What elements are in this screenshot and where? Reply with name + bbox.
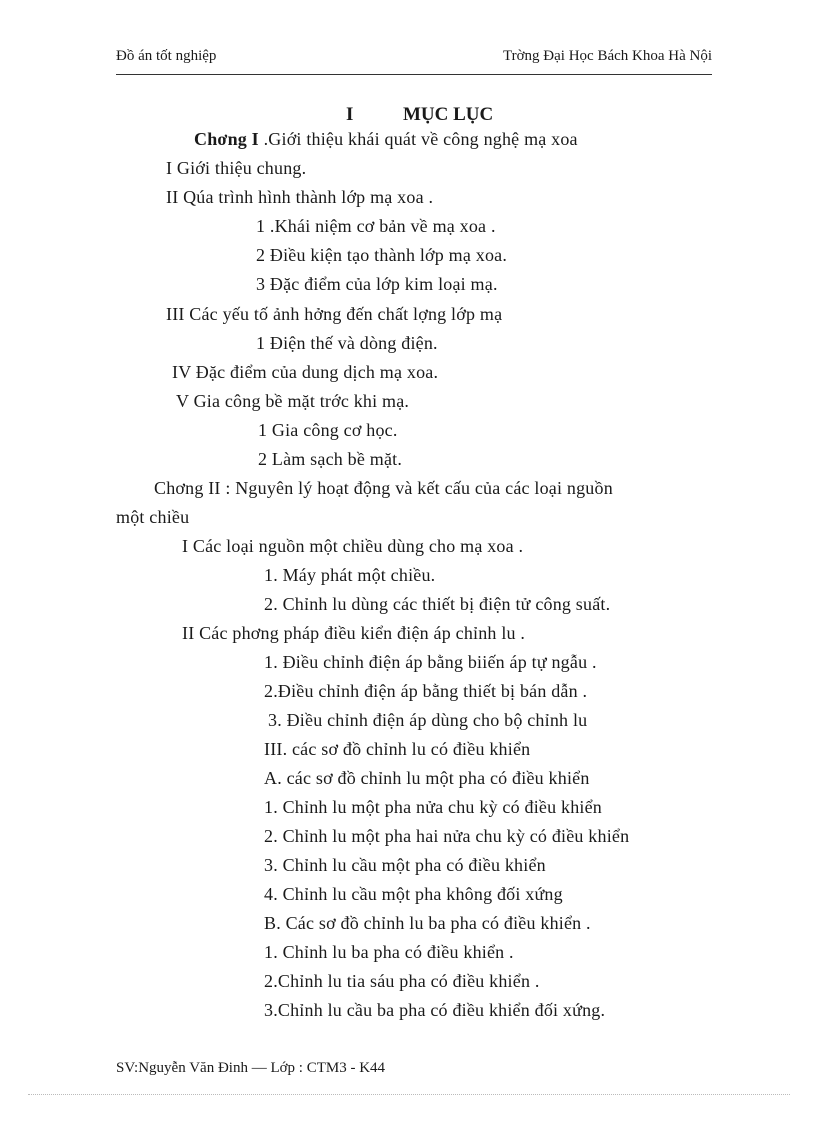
toc-item: 3. Điều chỉnh điện áp dùng cho bộ chỉnh lu — [268, 710, 588, 730]
toc-item: I Giới thiệu chung. — [166, 158, 307, 178]
toc-item: 1. Điều chỉnh điện áp bằng biiến áp tự ngẫu . — [264, 652, 597, 672]
toc-chapter-2: Chơng II : Nguyên lý hoạt động và kết cấu của các loại nguồn — [154, 478, 613, 498]
toc-item: 1 .Khái niệm cơ bản về mạ xoa . — [256, 216, 496, 236]
toc-chapter-1 — [194, 128, 578, 150]
toc-item: II Các phơng pháp điều kiển điện áp chỉnh lu . — [182, 623, 526, 643]
toc-item: 1 Gia công cơ học. — [258, 420, 398, 440]
toc-item: B. Các sơ đồ chỉnh lu ba pha có điều khiển . — [264, 913, 591, 933]
toc-item: 2. Chỉnh lu một pha hai nửa chu kỳ có điều khiển — [264, 826, 630, 846]
toc-item: 2 Điều kiện tạo thành lớp mạ xoa. — [256, 245, 508, 265]
toc-item: III. các sơ đồ chỉnh lu có điều khiển — [264, 739, 531, 759]
title-number: I — [346, 104, 354, 125]
toc-item: 3 Đặc điểm của lớp kim loại mạ. — [256, 274, 498, 294]
toc-item: 1. Máy phát một chiều. — [264, 565, 436, 585]
toc-item: 1. Chỉnh lu ba pha có điều khiển . — [264, 942, 514, 962]
toc-item: III Các yếu tố ảnh hởng đến chất lợng lớp mạ — [166, 304, 503, 324]
toc-item: 4. Chỉnh lu cầu một pha không đối xứng — [264, 884, 563, 904]
header-rule — [116, 74, 712, 75]
bottom-divider — [28, 1094, 790, 1095]
toc-item: 2.Chỉnh lu tia sáu pha có điều khiển . — [264, 971, 540, 991]
toc-item: V Gia công bề mặt trớc khi mạ. — [176, 391, 410, 411]
page-footer: SV:Nguyễn Văn Đinh — Lớp : CTM3 - K44 — [116, 1060, 386, 1076]
toc-item: II Qúa trình hình thành lớp mạ xoa . — [166, 187, 434, 207]
chapter-1-label: Chơng I — [194, 129, 259, 149]
toc-item: 1. Chỉnh lu một pha nửa chu kỳ có điều khiển — [264, 797, 603, 817]
toc-item: 3.Chỉnh lu cầu ba pha có điều khiển đối xứng. — [264, 1000, 606, 1020]
toc-item: IV Đặc điểm của dung dịch mạ xoa. — [172, 362, 439, 382]
header-right: Trờng Đại Học Bách Khoa Hà Nội — [502, 48, 712, 64]
header-left: Đồ án tốt nghiệp — [116, 48, 217, 64]
chapter-1-title: .Giới thiệu khái quát về công nghệ mạ xoa — [258, 129, 578, 149]
toc-item: 2. Chỉnh lu dùng các thiết bị điện tử công suất. — [264, 594, 611, 614]
toc-item: I Các loại nguồn một chiều dùng cho mạ xoa . — [182, 536, 524, 556]
page-header — [116, 48, 712, 70]
toc-item: 1 Điện thế và dòng điện. — [256, 333, 438, 353]
toc-item: 3. Chỉnh lu cầu một pha có điều khiển — [264, 855, 546, 875]
toc-item: A. các sơ đồ chỉnh lu một pha có điều khiển — [264, 768, 590, 788]
title-text: MỤC LỤC — [403, 104, 494, 125]
toc-chapter-2-cont: một chiều — [116, 507, 190, 527]
toc-item: 2.Điều chỉnh điện áp bằng thiết bị bán dẫn . — [264, 681, 588, 701]
toc-item: 2 Làm sạch bề mặt. — [258, 449, 403, 469]
